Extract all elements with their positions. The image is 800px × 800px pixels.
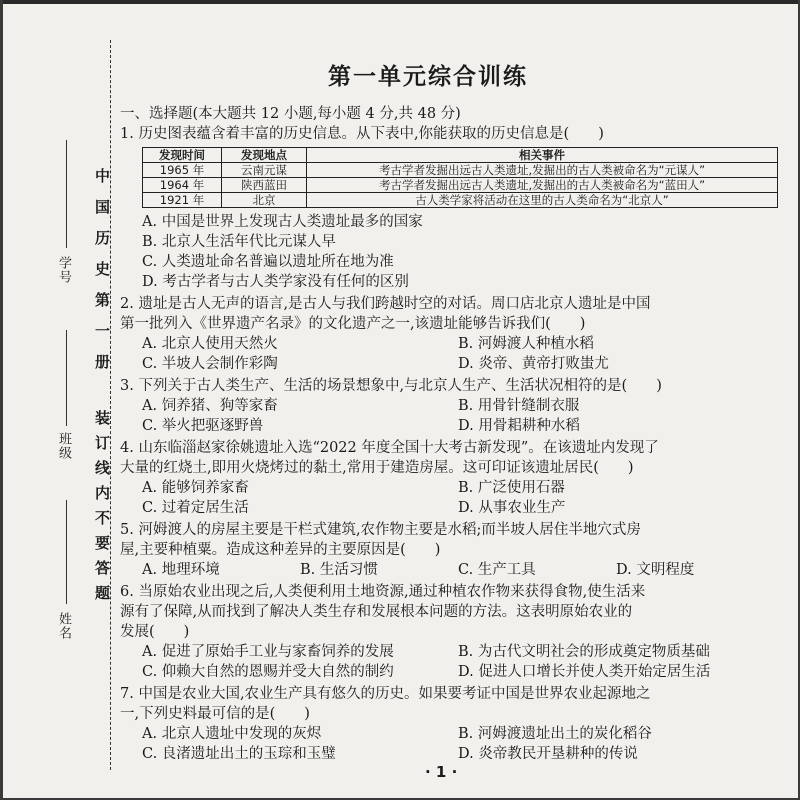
q7-option-b: B. 河姆渡遗址出土的炭化稻谷 xyxy=(458,726,652,742)
q5-option-c: C. 生产工具 xyxy=(458,562,536,578)
table-cell: 考古学者发掘出远古人类遗址,发掘出的古人类被命名为“蓝田人” xyxy=(307,178,778,193)
q1-option-c: C. 人类遗址命名普遍以遗址所在地为准 xyxy=(142,254,394,270)
q6-option-a: A. 促进了原始手工业与家畜饲养的发展 xyxy=(142,644,394,660)
q6-option-d: D. 促进人口增长并使人类开始定居生活 xyxy=(458,664,711,680)
q2-option-c: C. 半坡人会制作彩陶 xyxy=(142,356,278,372)
table-header-row xyxy=(143,148,778,163)
q3-stem: 3. 下列关于古人类生产、生活的场景想象中,与北京人生产、生活状况相符的是( ) xyxy=(120,378,662,394)
q1-option-d: D. 考古学者与古人类学家没有任何的区别 xyxy=(142,274,409,290)
scan-border-top xyxy=(0,0,800,4)
student-id-line xyxy=(66,140,67,248)
section-heading: 一、选择题(本大题共 12 小题,每小题 4 分,共 48 分) xyxy=(120,106,461,122)
q5-stem-line2: 屋,主要种植粟。造成这种差异的主要原因是( ) xyxy=(120,542,441,558)
table-cell: 古人类学家将活动在这里的古人类命名为“北京人” xyxy=(307,193,778,208)
q2-stem-line1: 2. 遗址是古人无声的语言,是古人与我们跨越时空的对话。周口店北京人遗址是中国 xyxy=(120,296,651,312)
q1-option-b: B. 北京人生活年代比元谋人早 xyxy=(142,234,336,250)
q2-option-b: B. 河姆渡人种植水稻 xyxy=(458,336,594,352)
q7-stem-line1: 7. 中国是农业大国,农业生产具有悠久的历史。如果要考证中国是世界农业起源地之 xyxy=(120,686,651,702)
q6-stem-line2: 源有了保障,从而找到了解决人类生存和发展根本问题的方法。这表明原始农业的 xyxy=(120,604,633,620)
table-header: 相关事件 xyxy=(307,148,778,163)
discovery-table xyxy=(142,147,778,208)
q4-option-b: B. 广泛使用石器 xyxy=(458,480,565,496)
q6-option-c: C. 仰赖大自然的恩赐并受大自然的制约 xyxy=(142,664,394,680)
q7-option-c: C. 良渚遗址出土的玉琮和玉璧 xyxy=(142,746,336,762)
q4-stem-line2: 大量的红烧土,即用火烧烤过的黏土,常用于建造房屋。这可印证该遗址居民( ) xyxy=(120,460,634,476)
table-header: 发现时间 xyxy=(143,148,222,163)
scan-border-left xyxy=(0,0,3,800)
q7-option-d: D. 炎帝教民开垦耕种的传说 xyxy=(458,746,638,762)
q6-option-b: B. 为古代文明社会的形成奠定物质基础 xyxy=(458,644,710,660)
student-id-label: 学号 xyxy=(56,256,71,284)
q3-option-c: C. 举火把驱逐野兽 xyxy=(142,418,264,434)
class-label: 班级 xyxy=(56,432,71,460)
q7-stem-line2: 一,下列史料最可信的是( ) xyxy=(120,706,310,722)
q3-option-b: B. 用骨针缝制衣服 xyxy=(458,398,580,414)
class-line xyxy=(66,330,67,426)
page-title: 第一单元综合训练 xyxy=(328,64,528,90)
table-row xyxy=(143,163,778,178)
table-cell: 北京 xyxy=(222,193,307,208)
q6-stem-line3: 发展( ) xyxy=(120,624,190,640)
q4-stem-line1: 4. 山东临淄赵家徐姚遗址入选“2022 年度全国十大考古新发现”。在该遗址内发现了 xyxy=(120,440,659,456)
q2-option-d: D. 炎帝、黄帝打败蚩尤 xyxy=(458,356,609,372)
q4-option-a: A. 能够饲养家畜 xyxy=(142,480,249,496)
q7-option-a: A. 北京人遗址中发现的灰烬 xyxy=(142,726,322,742)
name-label: 姓名 xyxy=(56,612,71,640)
table-cell: 1921 年 xyxy=(143,193,222,208)
table-cell: 1964 年 xyxy=(143,178,222,193)
q5-option-d: D. 文明程度 xyxy=(616,562,695,578)
q1-stem: 1. 历史图表蕴含着丰富的历史信息。从下表中,你能获取的历史信息是( ) xyxy=(120,126,604,142)
table-row xyxy=(143,193,778,208)
q2-option-a: A. 北京人使用天然火 xyxy=(142,336,278,352)
q4-option-d: D. 从事农业生产 xyxy=(458,500,566,516)
q3-option-a: A. 饲养猪、狗等家畜 xyxy=(142,398,278,414)
table-cell: 考古学者发掘出远古人类遗址,发掘出的古人类被命名为“元谋人” xyxy=(307,163,778,178)
q4-option-c: C. 过着定居生活 xyxy=(142,500,249,516)
book-title: 中国历史第一册 xyxy=(93,168,111,385)
seal-notice: 装订线内不要答题 xyxy=(93,410,111,610)
name-line xyxy=(66,500,67,604)
q2-stem-line2: 第一批列入《世界遗产名录》的文化遗产之一,该遗址能够告诉我们( ) xyxy=(120,316,586,332)
table-cell: 陕西蓝田 xyxy=(222,178,307,193)
binding-dashed-line xyxy=(110,40,111,770)
table-cell: 1965 年 xyxy=(143,163,222,178)
table-header: 发现地点 xyxy=(222,148,307,163)
q5-option-b: B. 生活习惯 xyxy=(300,562,378,578)
q3-option-d: D. 用骨耜耕种水稻 xyxy=(458,418,580,434)
table-row xyxy=(143,178,778,193)
q5-option-a: A. 地理环境 xyxy=(142,562,220,578)
q6-stem-line1: 6. 当原始农业出现之后,人类便利用土地资源,通过种植农作物来获得食物,使生活来 xyxy=(120,584,646,600)
q5-stem-line1: 5. 河姆渡人的房屋主要是干栏式建筑,农作物主要是水稻;而半坡人居住半地穴式房 xyxy=(120,522,641,538)
q1-option-a: A. 中国是世界上发现古人类遗址最多的国家 xyxy=(142,214,423,230)
table-cell: 云南元谋 xyxy=(222,163,307,178)
page-number: · 1 · xyxy=(425,763,458,781)
